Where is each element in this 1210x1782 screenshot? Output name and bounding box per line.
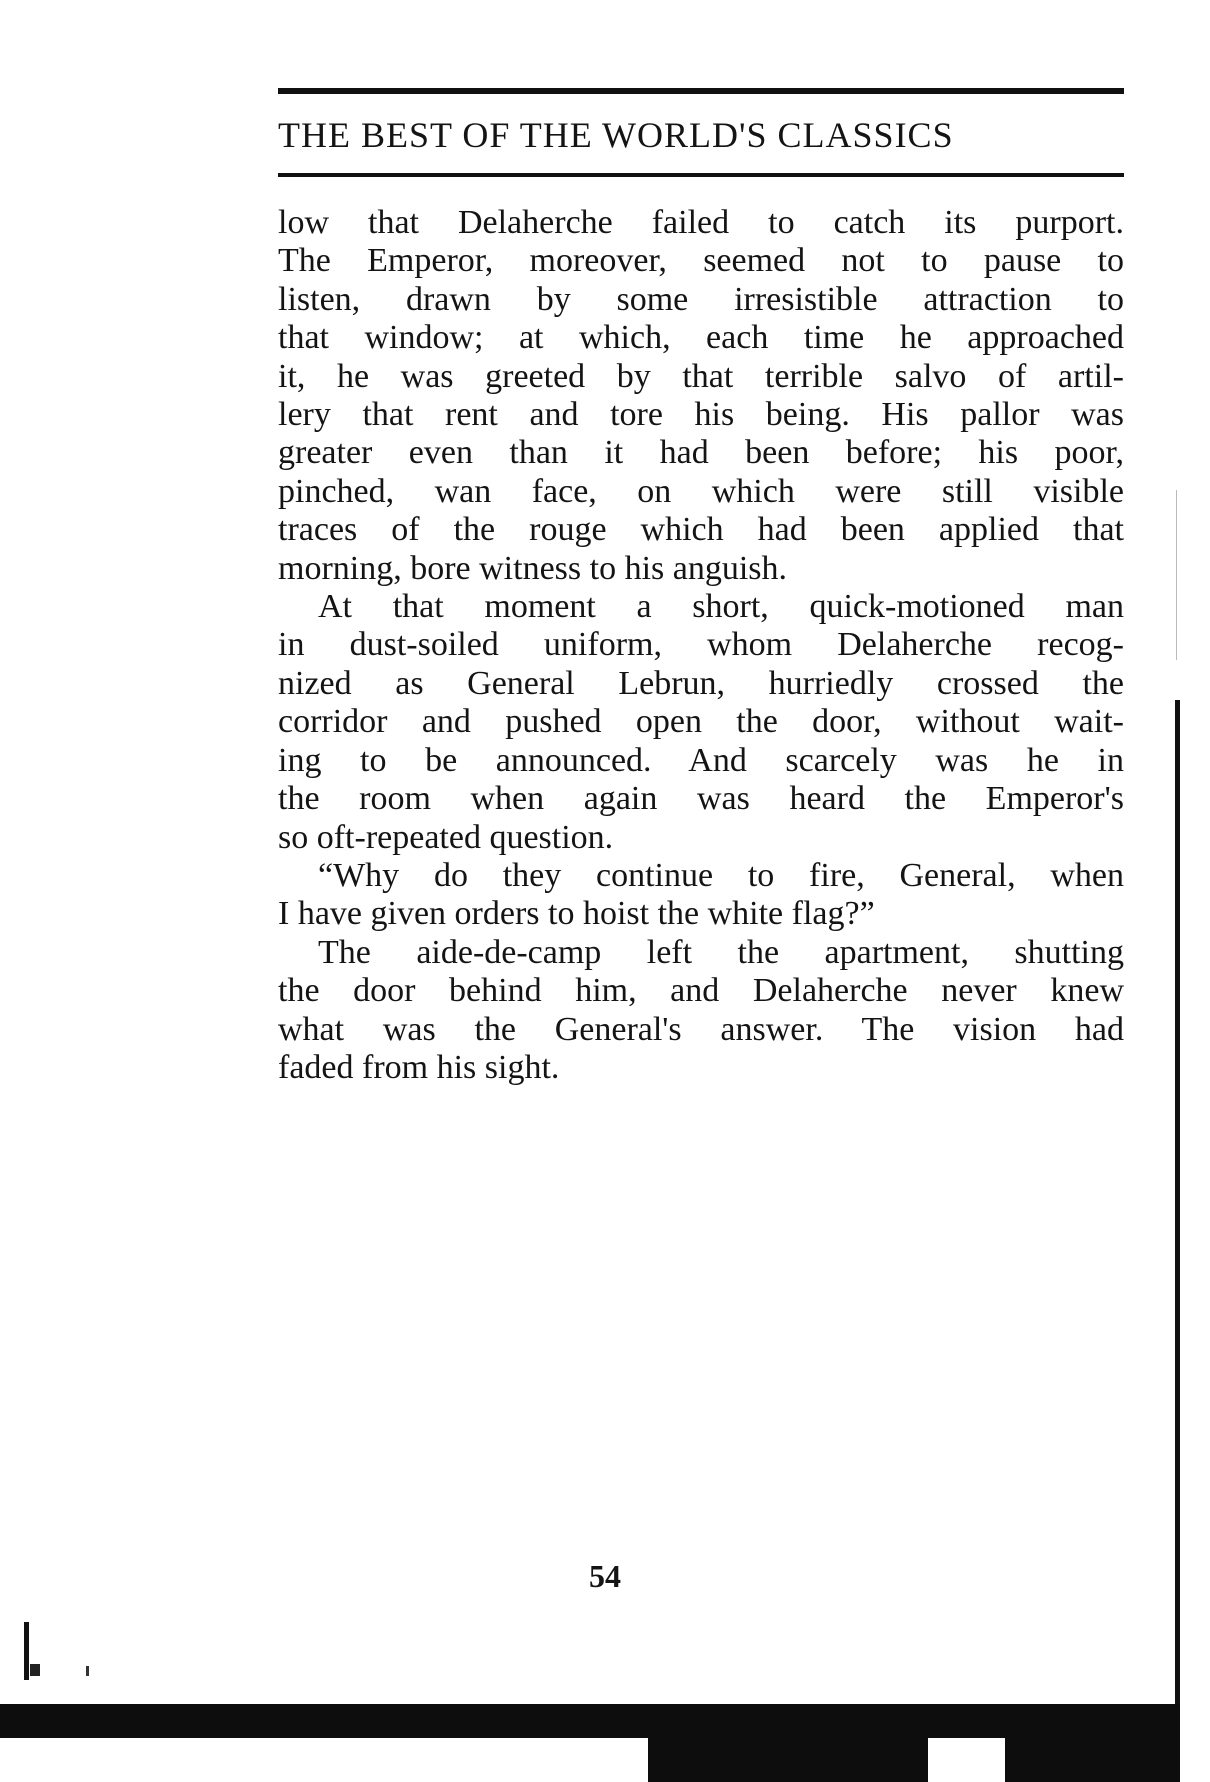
page-number: 54 [589, 1558, 621, 1594]
text-line: lery that rent and tore his being. His pallor was [278, 396, 1124, 434]
header-rule-top [278, 88, 1124, 94]
paragraph [278, 934, 1124, 1088]
text-line: the door behind him, and Delaherche never knew [278, 972, 1124, 1010]
text-line: what was the General's answer. The vision had [278, 1010, 1124, 1048]
text-line: faded from his sight. [278, 1048, 560, 1086]
page-edge-shadow [0, 1704, 1180, 1738]
text-line: ing to be announced. And scarcely was he in [278, 741, 1124, 779]
running-head: THE BEST OF THE WORLD'S CLASSICS [278, 115, 954, 155]
paragraph [278, 588, 1124, 857]
text-line: The Emperor, moreover, seemed not to pause to [278, 242, 1124, 280]
text-line: morning, bore witness to his anguish. [278, 549, 788, 587]
text-line: greater even than it had been before; his poor, [278, 434, 1124, 472]
scan-artifact [1176, 490, 1177, 660]
text-line: pinched, wan face, on which were still visible [278, 472, 1124, 510]
text-line: so oft-repeated question. [278, 818, 614, 856]
text-line: in dust-soiled uniform, whom Delaherche recog- [278, 626, 1124, 664]
text-line: At that moment a short, quick-motioned man [318, 588, 1124, 626]
body-text [278, 204, 1124, 1087]
page-edge-shadow [1005, 1730, 1180, 1782]
paragraph [278, 204, 1124, 588]
page-edge-shadow [1175, 700, 1180, 1735]
text-line: traces of the rouge which had been applied that [278, 511, 1124, 549]
text-line: I have given orders to hoist the white flag?” [278, 895, 875, 933]
text-line: the room when again was heard the Emperor's [278, 780, 1124, 818]
header-rule-bottom [278, 173, 1124, 177]
text-line: nized as General Lebrun, hurriedly crossed the [278, 664, 1124, 702]
text-line: low that Delaherche failed to catch its purport. [278, 204, 1124, 241]
text-line: that window; at which, each time he approached [278, 319, 1124, 357]
text-line: The aide-de-camp left the apartment, shutting [318, 933, 1124, 971]
text-line: it, he was greeted by that terrible salvo of artil- [278, 357, 1124, 395]
page-edge-shadow [648, 1730, 928, 1782]
paragraph [278, 857, 1124, 934]
text-line: corridor and pushed open the door, without wait- [278, 703, 1124, 741]
text-line: “Why do they continue to fire, General, when [318, 856, 1124, 894]
text-line: listen, drawn by some irresistible attraction to [278, 280, 1124, 318]
scan-specks [18, 1620, 98, 1680]
